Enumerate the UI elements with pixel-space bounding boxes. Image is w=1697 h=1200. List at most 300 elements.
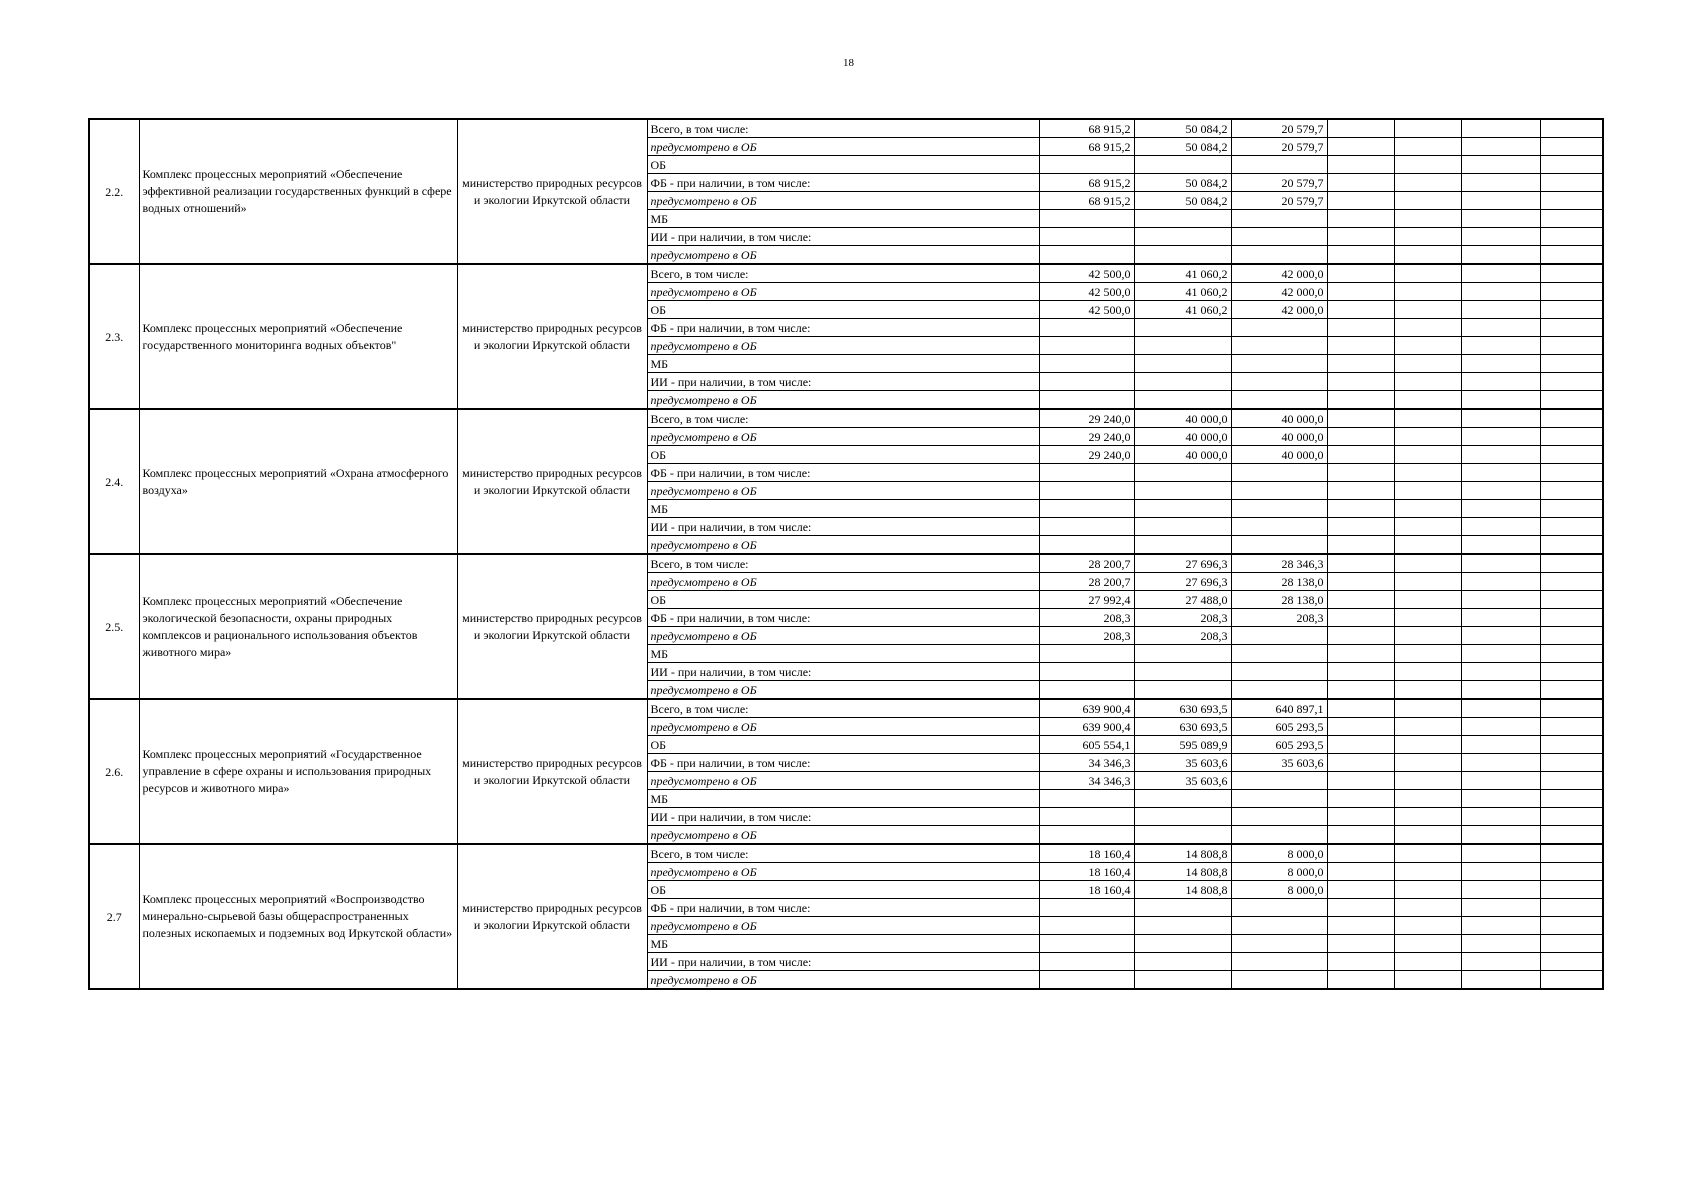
- empty-cell: [1461, 500, 1540, 518]
- empty-cell: [1327, 409, 1394, 428]
- value-year-3: 20 579,7: [1231, 119, 1327, 138]
- funding-source-label: Всего, в том числе:: [647, 119, 1039, 138]
- value-year-2: [1134, 210, 1231, 228]
- empty-cell: [1327, 971, 1394, 990]
- value-year-3: [1231, 899, 1327, 917]
- value-year-2: [1134, 681, 1231, 700]
- item-number: 2.7: [89, 844, 139, 989]
- value-year-3: 42 000,0: [1231, 283, 1327, 301]
- empty-cell: [1394, 772, 1461, 790]
- empty-cell: [1540, 373, 1603, 391]
- value-year-1: [1039, 790, 1134, 808]
- empty-cell: [1461, 591, 1540, 609]
- table-row: [89, 119, 1603, 138]
- empty-cell: [1394, 355, 1461, 373]
- value-year-3: [1231, 210, 1327, 228]
- value-year-2: [1134, 464, 1231, 482]
- funding-source-label: ОБ: [647, 591, 1039, 609]
- value-year-2: [1134, 917, 1231, 935]
- empty-cell: [1461, 790, 1540, 808]
- funding-source-label: ФБ - при наличии, в том числе:: [647, 464, 1039, 482]
- funding-source-label: ИИ - при наличии, в том числе:: [647, 953, 1039, 971]
- value-year-3: [1231, 337, 1327, 355]
- value-year-2: 595 089,9: [1134, 736, 1231, 754]
- value-year-2: 27 696,3: [1134, 573, 1231, 591]
- empty-cell: [1327, 500, 1394, 518]
- value-year-2: [1134, 246, 1231, 265]
- empty-cell: [1461, 210, 1540, 228]
- funding-source-label: предусмотрено в ОБ: [647, 138, 1039, 156]
- page-number: 18: [843, 57, 854, 69]
- value-year-3: 40 000,0: [1231, 428, 1327, 446]
- value-year-3: 208,3: [1231, 609, 1327, 627]
- value-year-1: 605 554,1: [1039, 736, 1134, 754]
- value-year-3: [1231, 790, 1327, 808]
- value-year-3: [1231, 482, 1327, 500]
- empty-cell: [1540, 627, 1603, 645]
- empty-cell: [1540, 409, 1603, 428]
- empty-cell: [1540, 246, 1603, 265]
- value-year-2: 208,3: [1134, 627, 1231, 645]
- value-year-1: [1039, 355, 1134, 373]
- empty-cell: [1461, 971, 1540, 990]
- value-year-3: [1231, 935, 1327, 953]
- table-row: [89, 699, 1603, 718]
- value-year-2: 40 000,0: [1134, 428, 1231, 446]
- funding-source-label: ФБ - при наличии, в том числе:: [647, 609, 1039, 627]
- executor-cell: министерство природных ресурсов и экологии Иркутской области: [457, 699, 647, 844]
- empty-cell: [1394, 482, 1461, 500]
- measure-name: Комплекс процессных мероприятий «Государственное управление в сфере охраны и использования природных ресурсов и животного мира»: [139, 699, 457, 844]
- value-year-1: [1039, 826, 1134, 845]
- value-year-1: 68 915,2: [1039, 119, 1134, 138]
- value-year-2: [1134, 500, 1231, 518]
- funding-source-label: ФБ - при наличии, в том числе:: [647, 319, 1039, 337]
- executor-cell: министерство природных ресурсов и экологии Иркутской области: [457, 844, 647, 989]
- empty-cell: [1394, 554, 1461, 573]
- item-number: 2.6.: [89, 699, 139, 844]
- empty-cell: [1540, 699, 1603, 718]
- funding-source-label: ИИ - при наличии, в том числе:: [647, 808, 1039, 826]
- value-year-2: 50 084,2: [1134, 138, 1231, 156]
- value-year-2: 14 808,8: [1134, 881, 1231, 899]
- funding-source-label: МБ: [647, 935, 1039, 953]
- empty-cell: [1540, 319, 1603, 337]
- empty-cell: [1461, 754, 1540, 772]
- value-year-3: 20 579,7: [1231, 174, 1327, 192]
- empty-cell: [1540, 663, 1603, 681]
- value-year-3: 8 000,0: [1231, 844, 1327, 863]
- empty-cell: [1327, 482, 1394, 500]
- value-year-3: 28 138,0: [1231, 591, 1327, 609]
- empty-cell: [1394, 663, 1461, 681]
- value-year-3: 8 000,0: [1231, 863, 1327, 881]
- empty-cell: [1327, 319, 1394, 337]
- empty-cell: [1461, 663, 1540, 681]
- item-number: 2.4.: [89, 409, 139, 554]
- value-year-3: [1231, 246, 1327, 265]
- empty-cell: [1394, 518, 1461, 536]
- funding-source-label: МБ: [647, 500, 1039, 518]
- empty-cell: [1327, 536, 1394, 555]
- empty-cell: [1394, 881, 1461, 899]
- empty-cell: [1394, 156, 1461, 174]
- funding-source-label: Всего, в том числе:: [647, 699, 1039, 718]
- value-year-1: [1039, 536, 1134, 555]
- empty-cell: [1540, 917, 1603, 935]
- empty-cell: [1461, 736, 1540, 754]
- empty-cell: [1461, 518, 1540, 536]
- empty-cell: [1394, 373, 1461, 391]
- value-year-1: [1039, 156, 1134, 174]
- value-year-3: 640 897,1: [1231, 699, 1327, 718]
- value-year-3: [1231, 681, 1327, 700]
- value-year-2: [1134, 899, 1231, 917]
- empty-cell: [1394, 953, 1461, 971]
- value-year-2: 27 488,0: [1134, 591, 1231, 609]
- value-year-2: [1134, 808, 1231, 826]
- empty-cell: [1394, 971, 1461, 990]
- empty-cell: [1327, 246, 1394, 265]
- empty-cell: [1394, 591, 1461, 609]
- value-year-1: [1039, 246, 1134, 265]
- value-year-2: 630 693,5: [1134, 699, 1231, 718]
- empty-cell: [1540, 754, 1603, 772]
- value-year-3: 8 000,0: [1231, 881, 1327, 899]
- empty-cell: [1327, 138, 1394, 156]
- empty-cell: [1327, 228, 1394, 246]
- empty-cell: [1327, 428, 1394, 446]
- empty-cell: [1540, 301, 1603, 319]
- value-year-3: 20 579,7: [1231, 138, 1327, 156]
- value-year-1: 639 900,4: [1039, 699, 1134, 718]
- funding-source-label: предусмотрено в ОБ: [647, 391, 1039, 410]
- empty-cell: [1461, 373, 1540, 391]
- empty-cell: [1327, 736, 1394, 754]
- empty-cell: [1461, 536, 1540, 555]
- funding-source-label: предусмотрено в ОБ: [647, 627, 1039, 645]
- table-row: [89, 264, 1603, 283]
- funding-source-label: Всего, в том числе:: [647, 844, 1039, 863]
- empty-cell: [1540, 337, 1603, 355]
- empty-cell: [1394, 844, 1461, 863]
- empty-cell: [1327, 790, 1394, 808]
- value-year-3: 28 138,0: [1231, 573, 1327, 591]
- value-year-2: [1134, 663, 1231, 681]
- value-year-2: [1134, 228, 1231, 246]
- empty-cell: [1461, 301, 1540, 319]
- empty-cell: [1461, 826, 1540, 845]
- empty-cell: [1394, 301, 1461, 319]
- empty-cell: [1327, 192, 1394, 210]
- empty-cell: [1461, 246, 1540, 265]
- empty-cell: [1540, 264, 1603, 283]
- value-year-1: 18 160,4: [1039, 844, 1134, 863]
- value-year-1: [1039, 935, 1134, 953]
- empty-cell: [1540, 228, 1603, 246]
- funding-source-label: предусмотрено в ОБ: [647, 863, 1039, 881]
- value-year-3: [1231, 772, 1327, 790]
- empty-cell: [1540, 554, 1603, 573]
- empty-cell: [1540, 210, 1603, 228]
- value-year-3: [1231, 391, 1327, 410]
- empty-cell: [1461, 772, 1540, 790]
- funding-source-label: предусмотрено в ОБ: [647, 246, 1039, 265]
- empty-cell: [1327, 464, 1394, 482]
- empty-cell: [1540, 283, 1603, 301]
- empty-cell: [1540, 174, 1603, 192]
- value-year-3: 605 293,5: [1231, 736, 1327, 754]
- table-row: [89, 554, 1603, 573]
- table-row: [89, 844, 1603, 863]
- empty-cell: [1327, 609, 1394, 627]
- value-year-1: 34 346,3: [1039, 772, 1134, 790]
- empty-cell: [1461, 156, 1540, 174]
- value-year-2: 50 084,2: [1134, 119, 1231, 138]
- value-year-2: 14 808,8: [1134, 863, 1231, 881]
- funding-source-label: Всего, в том числе:: [647, 554, 1039, 573]
- empty-cell: [1540, 391, 1603, 410]
- empty-cell: [1461, 283, 1540, 301]
- empty-cell: [1327, 772, 1394, 790]
- empty-cell: [1327, 953, 1394, 971]
- empty-cell: [1461, 319, 1540, 337]
- empty-cell: [1461, 609, 1540, 627]
- funding-source-label: ФБ - при наличии, в том числе:: [647, 174, 1039, 192]
- empty-cell: [1327, 699, 1394, 718]
- empty-cell: [1540, 138, 1603, 156]
- funding-source-label: предусмотрено в ОБ: [647, 681, 1039, 700]
- funding-source-label: предусмотрено в ОБ: [647, 337, 1039, 355]
- empty-cell: [1461, 482, 1540, 500]
- empty-cell: [1327, 917, 1394, 935]
- empty-cell: [1394, 826, 1461, 845]
- empty-cell: [1327, 863, 1394, 881]
- empty-cell: [1540, 446, 1603, 464]
- empty-cell: [1327, 283, 1394, 301]
- empty-cell: [1327, 446, 1394, 464]
- empty-cell: [1540, 645, 1603, 663]
- funding-source-label: ФБ - при наличии, в том числе:: [647, 899, 1039, 917]
- empty-cell: [1461, 554, 1540, 573]
- empty-cell: [1540, 953, 1603, 971]
- empty-cell: [1461, 428, 1540, 446]
- empty-cell: [1461, 808, 1540, 826]
- funding-source-label: предусмотрено в ОБ: [647, 772, 1039, 790]
- empty-cell: [1540, 518, 1603, 536]
- empty-cell: [1394, 283, 1461, 301]
- value-year-2: 40 000,0: [1134, 409, 1231, 428]
- value-year-3: [1231, 319, 1327, 337]
- funding-source-label: предусмотрено в ОБ: [647, 192, 1039, 210]
- empty-cell: [1394, 337, 1461, 355]
- empty-cell: [1461, 264, 1540, 283]
- empty-cell: [1461, 409, 1540, 428]
- empty-cell: [1461, 627, 1540, 645]
- value-year-3: 20 579,7: [1231, 192, 1327, 210]
- value-year-1: [1039, 482, 1134, 500]
- funding-source-label: предусмотрено в ОБ: [647, 428, 1039, 446]
- empty-cell: [1540, 573, 1603, 591]
- value-year-1: [1039, 337, 1134, 355]
- empty-cell: [1461, 446, 1540, 464]
- value-year-1: [1039, 681, 1134, 700]
- empty-cell: [1327, 391, 1394, 410]
- empty-cell: [1461, 718, 1540, 736]
- funding-source-label: ОБ: [647, 156, 1039, 174]
- empty-cell: [1327, 899, 1394, 917]
- empty-cell: [1394, 192, 1461, 210]
- funding-source-label: МБ: [647, 645, 1039, 663]
- empty-cell: [1394, 446, 1461, 464]
- empty-cell: [1394, 699, 1461, 718]
- value-year-3: 28 346,3: [1231, 554, 1327, 573]
- value-year-3: [1231, 663, 1327, 681]
- value-year-1: [1039, 808, 1134, 826]
- value-year-1: [1039, 373, 1134, 391]
- value-year-1: [1039, 899, 1134, 917]
- table-row: [89, 409, 1603, 428]
- value-year-2: [1134, 337, 1231, 355]
- value-year-3: [1231, 464, 1327, 482]
- empty-cell: [1540, 428, 1603, 446]
- value-year-3: [1231, 917, 1327, 935]
- empty-cell: [1540, 826, 1603, 845]
- value-year-2: [1134, 953, 1231, 971]
- empty-cell: [1394, 573, 1461, 591]
- value-year-3: 42 000,0: [1231, 264, 1327, 283]
- empty-cell: [1461, 844, 1540, 863]
- value-year-2: [1134, 645, 1231, 663]
- measure-name: Комплекс процессных мероприятий «Охрана атмосферного воздуха»: [139, 409, 457, 554]
- value-year-1: [1039, 518, 1134, 536]
- empty-cell: [1394, 736, 1461, 754]
- empty-cell: [1540, 863, 1603, 881]
- funding-source-label: ОБ: [647, 446, 1039, 464]
- empty-cell: [1461, 935, 1540, 953]
- value-year-2: [1134, 373, 1231, 391]
- empty-cell: [1540, 808, 1603, 826]
- empty-cell: [1461, 138, 1540, 156]
- empty-cell: [1327, 119, 1394, 138]
- value-year-1: 208,3: [1039, 609, 1134, 627]
- empty-cell: [1327, 808, 1394, 826]
- value-year-2: [1134, 156, 1231, 174]
- empty-cell: [1461, 391, 1540, 410]
- funding-source-label: предусмотрено в ОБ: [647, 917, 1039, 935]
- empty-cell: [1461, 645, 1540, 663]
- empty-cell: [1540, 935, 1603, 953]
- value-year-2: 41 060,2: [1134, 264, 1231, 283]
- funding-source-label: МБ: [647, 210, 1039, 228]
- empty-cell: [1327, 554, 1394, 573]
- empty-cell: [1327, 591, 1394, 609]
- empty-cell: [1394, 428, 1461, 446]
- empty-cell: [1394, 500, 1461, 518]
- empty-cell: [1540, 464, 1603, 482]
- funding-source-label: ФБ - при наличии, в том числе:: [647, 754, 1039, 772]
- empty-cell: [1394, 210, 1461, 228]
- value-year-2: [1134, 518, 1231, 536]
- funding-source-label: ОБ: [647, 301, 1039, 319]
- executor-cell: министерство природных ресурсов и экологии Иркутской области: [457, 119, 647, 264]
- value-year-1: 208,3: [1039, 627, 1134, 645]
- empty-cell: [1394, 681, 1461, 700]
- empty-cell: [1327, 881, 1394, 899]
- empty-cell: [1394, 464, 1461, 482]
- empty-cell: [1540, 156, 1603, 174]
- value-year-2: 50 084,2: [1134, 192, 1231, 210]
- empty-cell: [1461, 228, 1540, 246]
- value-year-3: [1231, 953, 1327, 971]
- value-year-2: 35 603,6: [1134, 772, 1231, 790]
- value-year-1: [1039, 228, 1134, 246]
- value-year-3: [1231, 373, 1327, 391]
- empty-cell: [1327, 573, 1394, 591]
- value-year-3: 35 603,6: [1231, 754, 1327, 772]
- value-year-3: 605 293,5: [1231, 718, 1327, 736]
- value-year-1: 34 346,3: [1039, 754, 1134, 772]
- empty-cell: [1394, 228, 1461, 246]
- empty-cell: [1327, 826, 1394, 845]
- empty-cell: [1327, 210, 1394, 228]
- empty-cell: [1327, 627, 1394, 645]
- value-year-1: 29 240,0: [1039, 446, 1134, 464]
- empty-cell: [1327, 355, 1394, 373]
- executor-cell: министерство природных ресурсов и экологии Иркутской области: [457, 409, 647, 554]
- empty-cell: [1540, 355, 1603, 373]
- funding-source-label: предусмотрено в ОБ: [647, 482, 1039, 500]
- empty-cell: [1461, 464, 1540, 482]
- empty-cell: [1540, 790, 1603, 808]
- value-year-3: [1231, 971, 1327, 990]
- measure-name: Комплекс процессных мероприятий «Воспроизводство минерально-сырьевой базы общераспространенных полезных ископаемых и подземных вод Иркутской области»: [139, 844, 457, 989]
- empty-cell: [1394, 609, 1461, 627]
- funding-source-label: ИИ - при наличии, в том числе:: [647, 663, 1039, 681]
- value-year-1: 29 240,0: [1039, 428, 1134, 446]
- empty-cell: [1461, 917, 1540, 935]
- value-year-2: [1134, 826, 1231, 845]
- empty-cell: [1540, 844, 1603, 863]
- empty-cell: [1540, 536, 1603, 555]
- value-year-1: 28 200,7: [1039, 573, 1134, 591]
- empty-cell: [1540, 500, 1603, 518]
- empty-cell: [1540, 718, 1603, 736]
- empty-cell: [1394, 174, 1461, 192]
- empty-cell: [1540, 736, 1603, 754]
- value-year-3: [1231, 826, 1327, 845]
- funding-source-label: ИИ - при наличии, в том числе:: [647, 228, 1039, 246]
- empty-cell: [1394, 246, 1461, 265]
- value-year-2: 630 693,5: [1134, 718, 1231, 736]
- measure-name: Комплекс процессных мероприятий «Обеспечение государственного мониторинга водных объектов": [139, 264, 457, 409]
- empty-cell: [1461, 953, 1540, 971]
- empty-cell: [1327, 156, 1394, 174]
- value-year-2: 40 000,0: [1134, 446, 1231, 464]
- empty-cell: [1461, 119, 1540, 138]
- empty-cell: [1461, 337, 1540, 355]
- value-year-3: [1231, 518, 1327, 536]
- funding-source-label: предусмотрено в ОБ: [647, 536, 1039, 555]
- empty-cell: [1327, 373, 1394, 391]
- value-year-1: [1039, 917, 1134, 935]
- value-year-2: 27 696,3: [1134, 554, 1231, 573]
- empty-cell: [1394, 536, 1461, 555]
- value-year-1: 42 500,0: [1039, 264, 1134, 283]
- empty-cell: [1540, 119, 1603, 138]
- funding-source-label: предусмотрено в ОБ: [647, 573, 1039, 591]
- value-year-3: [1231, 645, 1327, 663]
